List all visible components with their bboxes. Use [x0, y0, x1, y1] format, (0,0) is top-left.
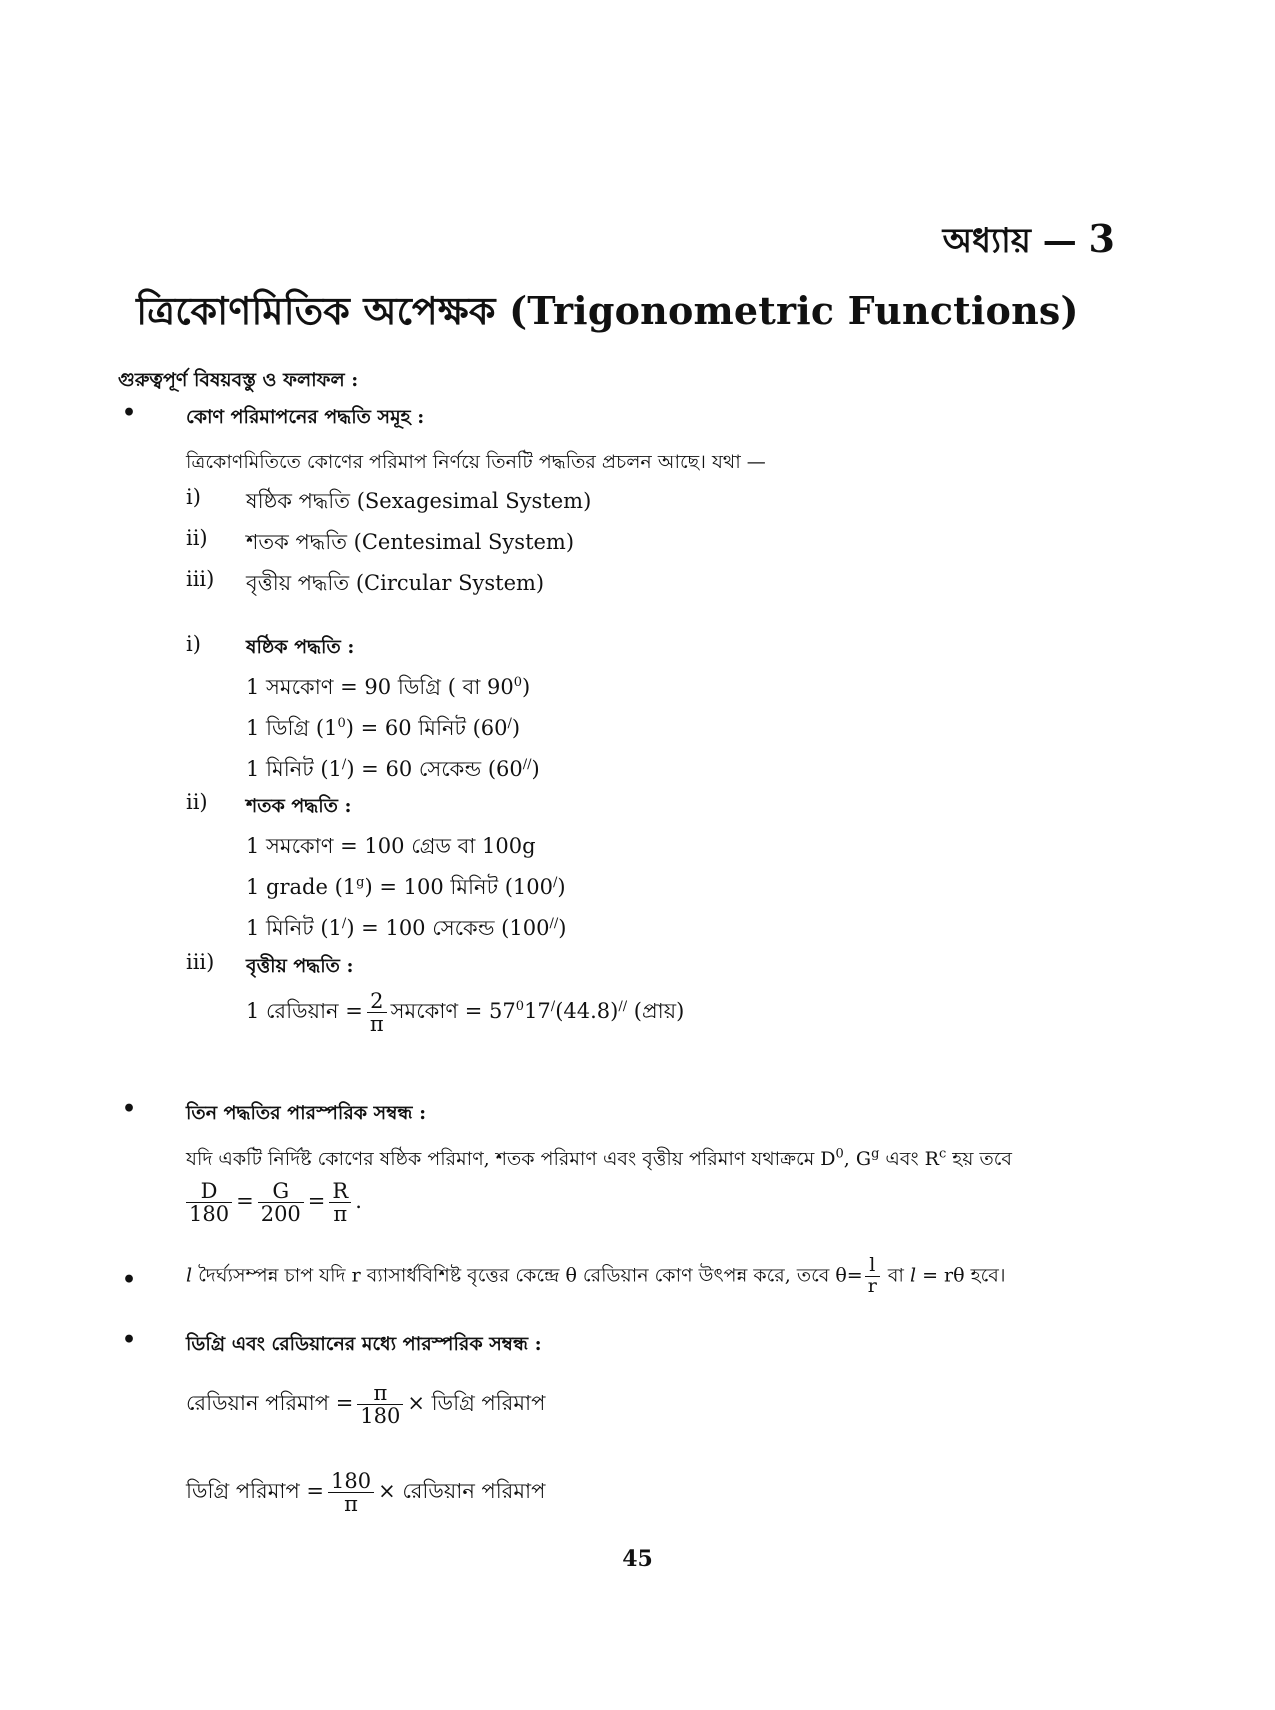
bullet-marker: •	[122, 1096, 137, 1122]
fraction: $\frac{D}{180}$	[186, 1180, 232, 1225]
fraction: $\frac{G}{200}$	[258, 1180, 304, 1225]
degree-formula: ডিগ্রি পরিমাপ = $\frac{180}{\pi}$ × রেডিয়ান পরিমাপ	[186, 1469, 546, 1517]
fraction: $\frac{2}{\pi}$	[367, 990, 387, 1035]
centesimal-heading: শতক পদ্ধতি :	[246, 795, 352, 817]
degree-radian-heading: ডিগ্রি এবং রেডিয়ানের মধ্যে পারস্পরিক সম্বন্ধ :	[186, 1333, 542, 1355]
page-title: ত্রিকোণমিতিক অপেক্ষক (Trigonometric Functions)	[136, 288, 1079, 333]
chapter-number: 3	[1088, 216, 1115, 261]
circular-heading: বৃত্তীয় পদ্ধতি :	[246, 955, 354, 977]
fraction: $\frac{180}{\pi}$	[328, 1470, 374, 1515]
sexagesimal-line-2: 1 ডিগ্রি $(1^0) = 60$ মিনিট (60/)	[246, 716, 521, 740]
bullet-marker: •	[122, 1327, 137, 1353]
list-item: ষষ্ঠিক পদ্ধতি (Sexagesimal System)	[246, 489, 592, 513]
list-number: i)	[186, 485, 201, 509]
relation-heading: তিন পদ্ধতির পারস্পরিক সম্বন্ধ :	[186, 1102, 427, 1124]
sexagesimal-heading: ষষ্ঠিক পদ্ধতি :	[246, 636, 355, 658]
centesimal-line-1: 1 সমকোণ = 100 গ্রেড বা 100g	[246, 834, 536, 858]
list-item: বৃত্তীয় পদ্ধতি (Circular System)	[246, 571, 545, 595]
centesimal-line-2: 1 grade $(1^g) = 100$ মিনিট (100/)	[246, 875, 566, 899]
list-number: iii)	[186, 567, 215, 591]
methods-intro: ত্রিকোণমিতিতে কোণের পরিমাপ নির্ণয়ে তিনটি পদ্ধতির প্রচলন আছে। যথা —	[186, 451, 766, 473]
fraction: $\frac{R}{\pi}$	[329, 1180, 351, 1225]
radian-definition: 1 রেডিয়ান = $\frac{2}{\pi}$ সমকোণ = $57^017^/(44.8)^{//}$ (প্রায়)	[246, 989, 685, 1037]
section-heading: গুরুত্বপূর্ণ বিষয়বস্তু ও ফলাফল :	[118, 369, 359, 391]
relation-formula: $\frac{D}{180}$ = $\frac{G}{200}$ = $\frac{R}{\pi}$ .	[186, 1180, 362, 1225]
list-number: i)	[186, 632, 201, 656]
radian-formula: রেডিয়ান পরিমাপ = $\frac{\pi}{180}$ × ডিগ্রি পরিমাপ	[186, 1381, 546, 1429]
list-number: ii)	[186, 790, 208, 814]
relation-text: যদি একটি নির্দিষ্ট কোণের ষষ্ঠিক পরিমাণ, শতক পরিমাণ এবং বৃত্তীয় পরিমাণ যথাক্রমে $D^0$, $G^g$ এবং $R^c$ হয় তবে	[186, 1146, 1012, 1170]
list-number: ii)	[186, 526, 208, 550]
chapter-label: অধ্যায় — 3	[942, 216, 1115, 261]
fraction: $\frac{l}{r}$	[865, 1256, 880, 1297]
sexagesimal-line-3: 1 মিনিট (1/) = 60 সেকেন্ড (60//)	[246, 757, 540, 781]
arc-length-text: l দৈর্ঘ্যসম্পন্ন চাপ যদি r ব্যাসার্ধবিশিষ্ট বৃত্তের কেন্দ্রে θ রেডিয়ান কোণ উৎপন্ন করে, তবে θ= $\frac{l}{r}$ বা l = rθ হবে।	[186, 1254, 1006, 1297]
fraction: $\frac{\pi}{180}$	[357, 1382, 403, 1427]
list-item: শতক পদ্ধতি (Centesimal System)	[246, 530, 575, 554]
page-number: 45	[622, 1546, 653, 1572]
bullet-marker: •	[122, 400, 137, 426]
sexagesimal-line-1: 1 সমকোণ = 90 ডিগ্রি ( বা $90^0$)	[246, 675, 531, 699]
methods-heading: কোণ পরিমাপনের পদ্ধতি সমূহ :	[186, 406, 425, 428]
centesimal-line-3: 1 মিনিট (1/) = 100 সেকেন্ড (100//)	[246, 916, 567, 940]
list-number: iii)	[186, 950, 215, 974]
bullet-marker: •	[122, 1267, 137, 1293]
